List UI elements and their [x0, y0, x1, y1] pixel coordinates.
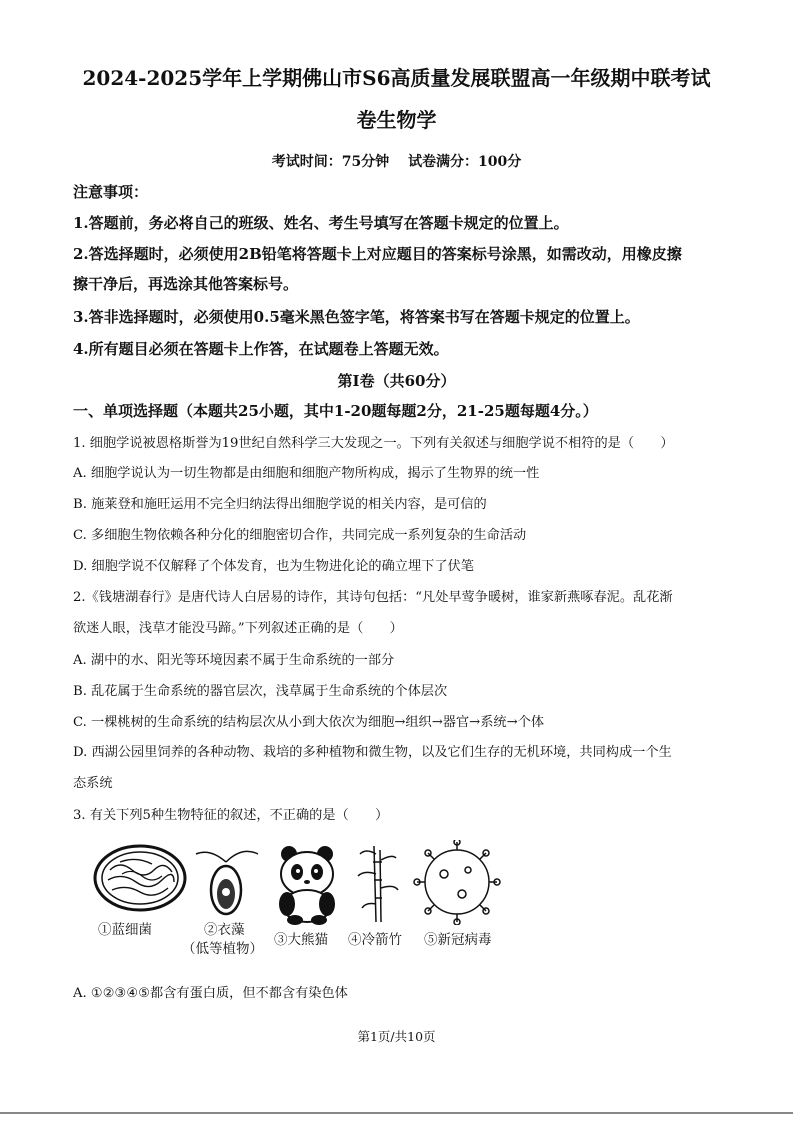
question-2-option-a: A. 湖中的水、阳光等环境因素不属于生命系统的一部分: [73, 653, 395, 668]
question-2-stem-line1: 2.《钱塘湖春行》是唐代诗人白居易的诗作，其诗句包括：“凡处早莺争暖树，谁家新燕啄春泥。乱花渐: [73, 590, 673, 605]
question-2-option-d: D. 西湖公园里饲养的各种动物、栽培的多种植物和微生物，以及它们生存的无机环境，共同构成一个生: [73, 745, 672, 760]
figure-label-cyanobacteria: ①蓝细菌: [98, 922, 152, 938]
part-title: 一、单项选择题（本题共25小题，其中1-20题每题2分，21-25题每题4分。）: [73, 402, 598, 420]
figure-label-chlamydomonas: ②衣藻: [204, 922, 245, 938]
question-1-stem: 1. 细胞学说被恩格斯誉为19世纪自然科学三大发现之一。下列有关叙述与细胞学说不相符的是（ ）: [73, 436, 674, 451]
figure-label-panda: ③大熊猫: [274, 932, 328, 948]
question-1-option-b: B. 施莱登和施旺运用不完全归纳法得出细胞学说的相关内容，是可信的: [73, 497, 487, 512]
notice-heading: 注意事项：: [73, 183, 149, 201]
notice-item: 3.答非选择题时，必须使用0.5毫米黑色签字笔，将答案书写在答题卡规定的位置上。: [73, 308, 640, 326]
figure-label-bamboo: ④冷箭竹: [348, 932, 402, 948]
organisms-illustration: [92, 840, 512, 925]
exam-time: 考试时间：75分钟: [271, 154, 390, 170]
panda-icon: [279, 846, 335, 925]
question-3-option-a: A. ①②③④⑤都含有蛋白质，但不都含有染色体: [73, 986, 348, 1001]
question-1-option-d: D. 细胞学说不仅解释了个体发育，也为生物进化论的确立埋下了伏笔: [73, 559, 474, 574]
section-title: 第I卷（共60分）: [337, 372, 456, 390]
bottom-divider: [0, 1112, 793, 1114]
question-3-stem: 3. 有关下列5种生物特征的叙述，不正确的是（ ）: [73, 808, 389, 823]
figure-label-chlamydomonas-note: （低等植物）: [182, 941, 263, 957]
question-2-option-c: C. 一棵桃树的生命系统的结构层次从小到大依次为细胞→组织→器官→系统→个体: [73, 715, 545, 730]
coronavirus-icon: [414, 840, 500, 925]
figure-label-coronavirus: ⑤新冠病毒: [424, 932, 492, 948]
question-1-option-c: C. 多细胞生物依赖各种分化的细胞密切合作，共同完成一系列复杂的生命活动: [73, 528, 527, 543]
organisms-figure: [92, 840, 512, 960]
exam-title-line2: 卷生物学: [356, 108, 437, 132]
notice-item: 2.答选择题时，必须使用2B铅笔将答题卡上对应题目的答案标号涂黑，如需改动，用橡皮擦: [73, 245, 682, 263]
chlamydomonas-icon: [196, 851, 258, 914]
question-2-stem-line2: 欲迷人眼，浅草才能没马蹄。”下列叙述正确的是（ ）: [73, 621, 403, 636]
bamboo-icon: [358, 846, 398, 922]
notice-item: 擦干净后，再选涂其他答案标号。: [73, 275, 299, 293]
exam-score: 试卷满分：100分: [408, 154, 522, 170]
question-2-option-b: B. 乱花属于生命系统的器官层次，浅草属于生命系统的个体层次: [73, 684, 448, 699]
cyanobacteria-icon: [95, 846, 185, 910]
page-footer: 第1页/共10页: [357, 1029, 436, 1044]
exam-title-line1: 2024-2025学年上学期佛山市S6高质量发展联盟高一年级期中联考试: [82, 66, 711, 90]
exam-meta: [0, 151, 793, 171]
question-1-option-a: A. 细胞学说认为一切生物都是由细胞和细胞产物所构成，揭示了生物界的统一性: [73, 466, 540, 481]
notice-item: 1.答题前，务必将自己的班级、姓名、考生号填写在答题卡规定的位置上。: [73, 214, 569, 232]
question-2-option-d-cont: 态系统: [73, 776, 113, 791]
notice-item: 4.所有题目必须在答题卡上作答，在试题卷上答题无效。: [73, 340, 449, 358]
